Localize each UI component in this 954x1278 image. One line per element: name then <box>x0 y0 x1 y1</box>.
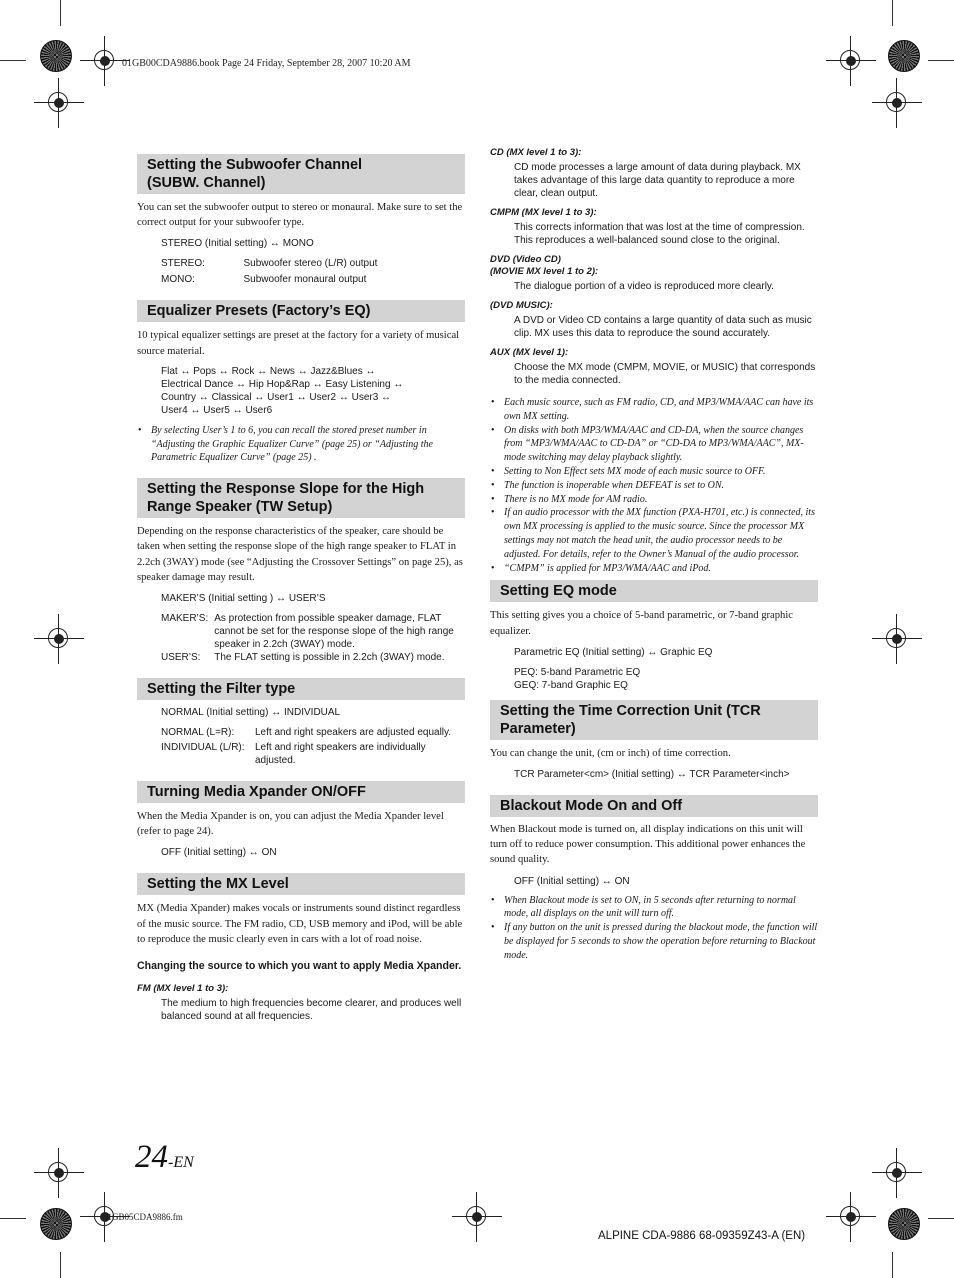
option-line: Country ↔ Classical ↔ User1 ↔ User2 ↔ User3 ↔ <box>161 391 392 403</box>
def-desc: Subwoofer stereo (L/R) output <box>243 258 378 270</box>
dvd-mx-body: The dialogue portion of a video is reproduced more clearly. <box>514 281 774 292</box>
color-disc-icon <box>40 1208 72 1240</box>
filter-definitions <box>137 726 465 767</box>
heading-line: (SUBW. Channel) <box>147 175 266 191</box>
def-desc: 5-band Parametric EQ <box>540 666 641 678</box>
fm-mx-heading: FM (MX level 1 to 3): <box>137 982 229 994</box>
def-term: MONO: <box>161 274 195 286</box>
def-term: USER’S: <box>161 652 201 664</box>
list-item: • When Blackout mode is set to ON, in 5 seconds after returning to normal mode, all displays on the unit will turn off. <box>490 894 818 922</box>
cmpm-mx-body: This corrects information that was lost at the time of compression. This reproduces a well-balanced sound close to the original. <box>514 222 805 246</box>
list-item: • “CMPM” is applied for MP3/WMA/AAC and iPod. <box>490 562 818 576</box>
def-desc: As protection from possible speaker damage, FLAT cannot be set for the response slope of the high range speaker in 2.2ch (3WAY) mode. <box>214 613 454 651</box>
dvd-music-heading: (DVD MUSIC): <box>490 300 553 311</box>
right-column <box>490 147 818 963</box>
dvd-music-body: A DVD or Video CD contains a large quantity of data such as music clip. MX uses this data to reproduce the sound accurately. <box>514 315 812 339</box>
option-line: User4 ↔ User5 ↔ User6 <box>161 404 273 416</box>
eq-mode-definitions <box>490 666 818 692</box>
registration-mark-icon <box>880 1156 914 1190</box>
blackout-body: When Blackout mode is turned on, all display indications on this unit will turn off to reduce power consumption. This additional power enhances the sound quality. <box>490 823 806 866</box>
tw-body: Depending on the response characteristics of the speaker, care should be taken when setting the response slope of the high range speaker to FLAT in 2.2ch (3WAY) mode (see “Adjusting the Crossover Settings” on page 25), as speaker damage may result. <box>137 526 463 583</box>
list-item: • There is no MX mode for AM radio. <box>490 493 818 507</box>
dvd-mx-heading: DVD (Video CD) <box>490 254 561 265</box>
def-desc: 7-band Graphic EQ <box>541 679 628 691</box>
cd-mx-body: CD mode processes a large amount of data during playback. MX takes advantage of this large data quantity to reproduce a more clear, clean output. <box>514 162 801 199</box>
subwoofer-body: You can set the subwoofer output to stereo or monaural. Make sure to set the correct output for your subwoofer type. <box>137 202 463 229</box>
list-item: • The function is inoperable when DEFEAT is set to ON. <box>490 479 818 493</box>
heading-line: Setting the Response Slope for the High <box>147 481 425 498</box>
registration-mark-icon <box>88 44 122 78</box>
subwoofer-options: STEREO (Initial setting) ↔ MONO <box>161 238 314 250</box>
color-disc-icon <box>888 40 920 72</box>
registration-mark-icon <box>880 622 914 656</box>
registration-mark-icon <box>42 1156 76 1190</box>
equalizer-options <box>137 365 465 417</box>
color-disc-icon <box>40 40 72 72</box>
crop-line <box>0 60 26 61</box>
eq-mode-body: This setting gives you a choice of 5-band parametric, or 7-band graphic equalizer. <box>490 610 793 637</box>
aux-mx-body: Choose the MX mode (CMPM, MOVIE, or MUSIC) that corresponds to the media connected. <box>514 362 816 386</box>
registration-mark-icon <box>834 1200 868 1234</box>
page-number <box>135 1139 194 1176</box>
list-item: • Each music source, such as FM radio, CD, and MP3/WMA/AAC can have its own MX setting. <box>490 396 818 424</box>
def-desc: Subwoofer monaural output <box>243 274 367 286</box>
registration-mark-icon <box>42 86 76 120</box>
tw-options: MAKER’S (Initial setting ) ↔ USER’S <box>161 593 326 605</box>
dvd-mx-heading: (MOVIE MX level 1 to 2): <box>490 266 599 277</box>
heading-line: Parameter) <box>500 720 576 737</box>
section-heading-filter-type: Setting the Filter type <box>137 678 465 700</box>
crop-line <box>0 1218 26 1219</box>
list-item: • Setting to Non Effect sets MX mode of each music source to OFF. <box>490 465 818 479</box>
section-heading-blackout: Blackout Mode On and Off <box>490 795 818 817</box>
section-heading-mx-onoff: Turning Media Xpander ON/OFF <box>137 781 465 803</box>
cd-mx-heading: CD (MX level 1 to 3): <box>490 147 582 158</box>
mx-level-subheading: Changing the source to which you want to apply Media Xpander. <box>137 960 462 973</box>
footer-model: ALPINE CDA-9886 68-09359Z43-A (EN) <box>598 1230 806 1242</box>
def-desc: Left and right speakers are individually adjusted. <box>255 742 426 767</box>
crop-line <box>892 1252 893 1278</box>
book-file-header: 01GB00CDA9886.book Page 24 Friday, September 28, 2007 10:20 AM <box>122 58 411 69</box>
cmpm-mx-heading: CMPM (MX level 1 to 3): <box>490 207 597 218</box>
tcr-options: TCR Parameter<cm> (Initial setting) ↔ TCR Parameter<inch> <box>514 768 790 780</box>
crop-line <box>60 1252 61 1278</box>
def-desc: Left and right speakers are adjusted equally. <box>255 727 452 739</box>
mx-level-body: MX (Media Xpander) makes vocals or instruments sound distinct regardless of the music source. The FM radio, CD, USB memory and iPod, will be able to reproduce the music clearly even in cars with a lot of road noise. <box>137 903 463 945</box>
tw-definitions <box>137 612 465 664</box>
color-disc-icon <box>888 1208 920 1240</box>
option-line: Flat ↔ Pops ↔ Rock ↔ News ↔ Jazz&Blues ↔ <box>161 365 376 377</box>
fm-mx-body: The medium to high frequencies become clearer, and produces well balanced sound at all frequencies. <box>161 997 462 1022</box>
registration-mark-icon <box>880 86 914 120</box>
section-heading-mx-level: Setting the MX Level <box>137 873 465 895</box>
section-heading-tw-setup <box>137 478 465 518</box>
page-number-suffix: -EN <box>168 1154 194 1171</box>
def-term: MAKER’S: <box>161 613 209 625</box>
list-item: • On disks with both MP3/WMA/AAC and CD-DA, when the source changes from “MP3/WMA/AAC to CD-DA” or “CD-DA to MP3/WMA/AAC”, MX-mode switching may delay playback slightly. <box>490 424 818 465</box>
heading-line: Range Speaker (TW Setup) <box>147 499 333 516</box>
equalizer-note: • By selecting User’s 1 to 6, you can recall the stored preset number in “Adjusting the Graphic Equalizer Curve” (page 25) or “Adjusting the Parametric Equalizer Curve” (page 25) . <box>137 424 465 465</box>
section-heading-subwoofer <box>137 154 465 194</box>
crop-line <box>928 60 954 61</box>
page-number-value: 24 <box>135 1139 168 1175</box>
crop-line <box>60 0 61 26</box>
def-term: NORMAL (L=R): <box>161 727 235 739</box>
blackout-notes-list <box>490 894 818 963</box>
list-item: • If any button on the unit is pressed during the blackout mode, the function will be displayed for 5 seconds to show the operation before returning to Blackout mode. <box>490 921 818 962</box>
aux-mx-heading: AUX (MX level 1): <box>490 347 569 358</box>
registration-mark-icon <box>834 44 868 78</box>
mx-onoff-body: When the Media Xpander is on, you can adjust the Media Xpander level (refer to page 24). <box>137 811 444 838</box>
section-heading-eq-mode: Setting EQ mode <box>490 580 818 602</box>
registration-mark-icon <box>460 1200 494 1234</box>
equalizer-body: 10 typical equalizer settings are preset at the factory for a variety of musical source material. <box>137 330 460 357</box>
mx-notes-list <box>490 396 818 575</box>
filter-options: NORMAL (Initial setting) ↔ INDIVIDUAL <box>161 707 341 719</box>
heading-line: Setting the Subwoofer Channel <box>147 157 363 173</box>
eq-mode-options: Parametric EQ (Initial setting) ↔ Graphic EQ <box>514 646 713 658</box>
registration-mark-icon <box>42 622 76 656</box>
def-term: PEQ: <box>514 666 538 678</box>
def-term: GEQ: <box>514 679 540 691</box>
section-heading-equalizer: Equalizer Presets (Factory’s EQ) <box>137 300 465 322</box>
crop-line <box>892 0 893 26</box>
section-heading-tcr <box>490 700 818 740</box>
option-line: Electrical Dance ↔ Hip Hop&Rap ↔ Easy Listening ↔ <box>161 378 404 390</box>
list-item: • If an audio processor with the MX function (PXA-H701, etc.) is connected, its own MX processing is applied to the music source. Since the processor MX settings may not match the head unit, the audio processor needs to be adjusted. For details, refer to the Owner’s Manual of the audio processor. <box>490 506 818 561</box>
footer-file-name: 01GB05CDA9886.fm <box>103 1212 183 1222</box>
crop-line <box>928 1218 954 1219</box>
mx-onoff-options: OFF (Initial setting) ↔ ON <box>161 847 277 859</box>
subwoofer-definitions <box>137 257 465 286</box>
heading-line: Setting the Time Correction Unit (TCR <box>500 702 761 719</box>
tcr-body: You can change the unit, (cm or inch) of time correction. <box>490 747 731 759</box>
def-term: STEREO: <box>161 258 205 270</box>
blackout-options: OFF (Initial setting) ↔ ON <box>514 875 630 887</box>
def-desc: The FLAT setting is possible in 2.2ch (3WAY) mode. <box>214 652 445 664</box>
def-term: INDIVIDUAL (L/R): <box>161 742 245 754</box>
left-column <box>137 154 465 1023</box>
